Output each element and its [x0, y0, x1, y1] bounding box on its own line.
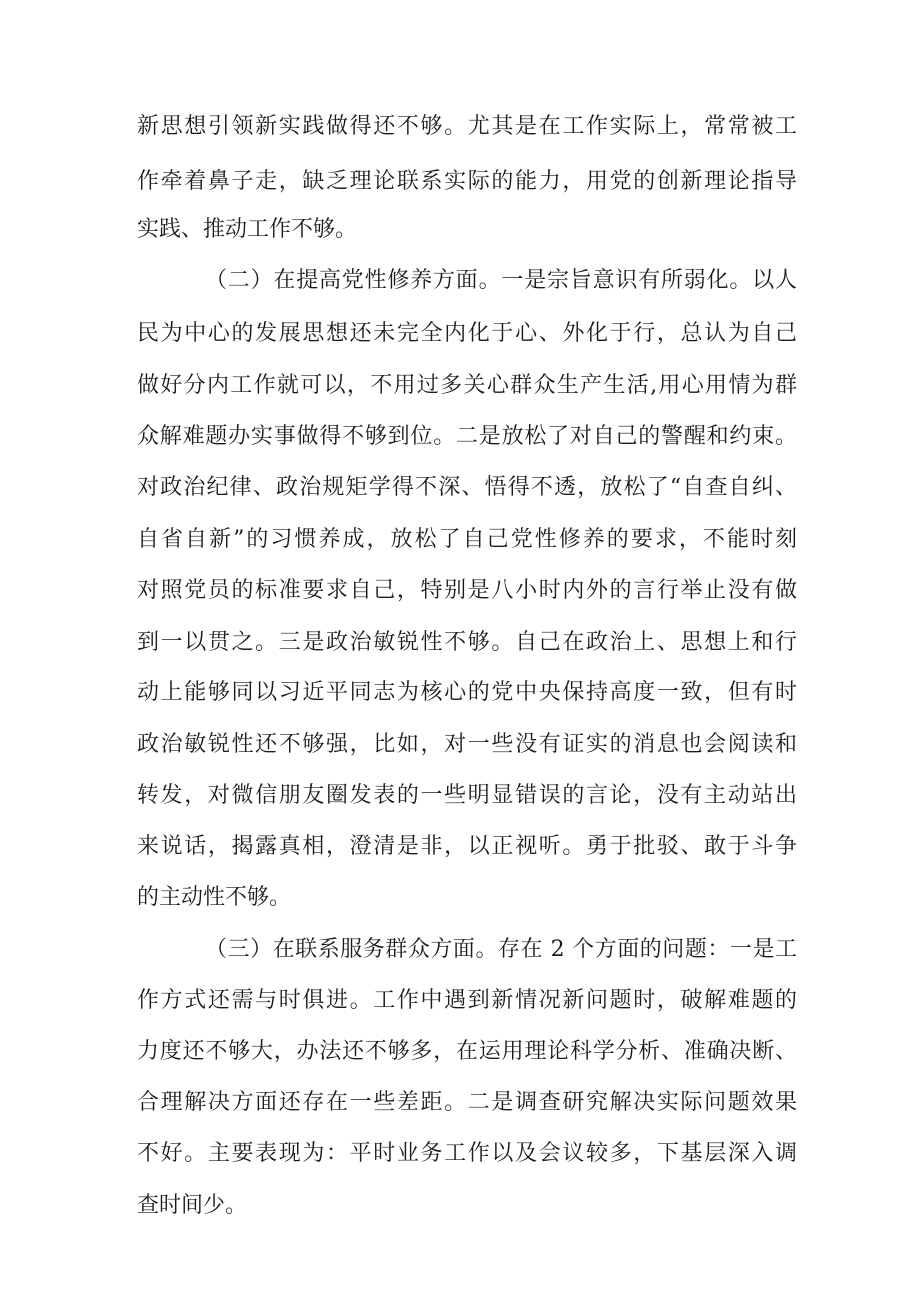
text-line: 民为中心的发展思想还未完全内化于心、外化于行，总认为自己 [137, 321, 797, 346]
text-line: 对照党员的标准要求自己，特别是八小时内外的言行举止没有做 [137, 578, 797, 603]
text-line: 众解难题办实事做得不够到位。二是放松了对自己的警醒和约束。 [137, 424, 797, 449]
text-line: 的主动性不够。 [137, 885, 292, 910]
text-line: 动上能够同以习近平同志为核心的党中央保持高度一致，但有时 [137, 680, 797, 705]
section-heading-line: （三）在联系服务群众方面。存在 2 个方面的问题：一是工 [205, 937, 797, 962]
text-line: 作方式还需与时俱进。工作中遇到新情况新问题时，破解难题的 [137, 988, 797, 1013]
text-line: 不好。主要表现为：平时业务工作以及会议较多，下基层深入调 [137, 1141, 797, 1166]
text-line: 来说话，揭露真相，澄清是非，以正视听。勇于批驳、敢于斗争 [137, 834, 797, 859]
text-line: 查时间少。 [137, 1193, 248, 1218]
section-heading-line: （二）在提高党性修养方面。一是宗旨意识有所弱化。以人 [205, 268, 797, 293]
text-line: 力度还不够大，办法还不够多，在运用理论科学分析、准确决断、 [137, 1039, 797, 1064]
text-line: 自省自新”的习惯养成，放松了自己党性修养的要求，不能时刻 [137, 527, 797, 552]
text-line: 转发，对微信朋友圈发表的一些明显错误的言论，没有主动站出 [137, 783, 797, 808]
text-line: 作牵着鼻子走，缺乏理论联系实际的能力，用党的创新理论指导 [137, 169, 797, 194]
text-line: 合理解决方面还存在一些差距。二是调查研究解决实际问题效果 [137, 1090, 797, 1115]
text-line: 新思想引领新实践做得还不够。尤其是在工作实际上，常常被工 [137, 114, 797, 139]
text-line: 做好分内工作就可以，不用过多关心群众生产生活,用心用情为群 [137, 373, 797, 398]
text-line: 到一以贯之。三是政治敏锐性不够。自己在政治上、思想上和行 [137, 630, 797, 655]
text-line: 政治敏锐性还不够强，比如，对一些没有证实的消息也会阅读和 [137, 732, 797, 757]
text-line: 对政治纪律、政治规矩学得不深、悟得不透，放松了“自查自纠、 [137, 475, 797, 500]
text-line: 实践、推动工作不够。 [137, 217, 358, 242]
